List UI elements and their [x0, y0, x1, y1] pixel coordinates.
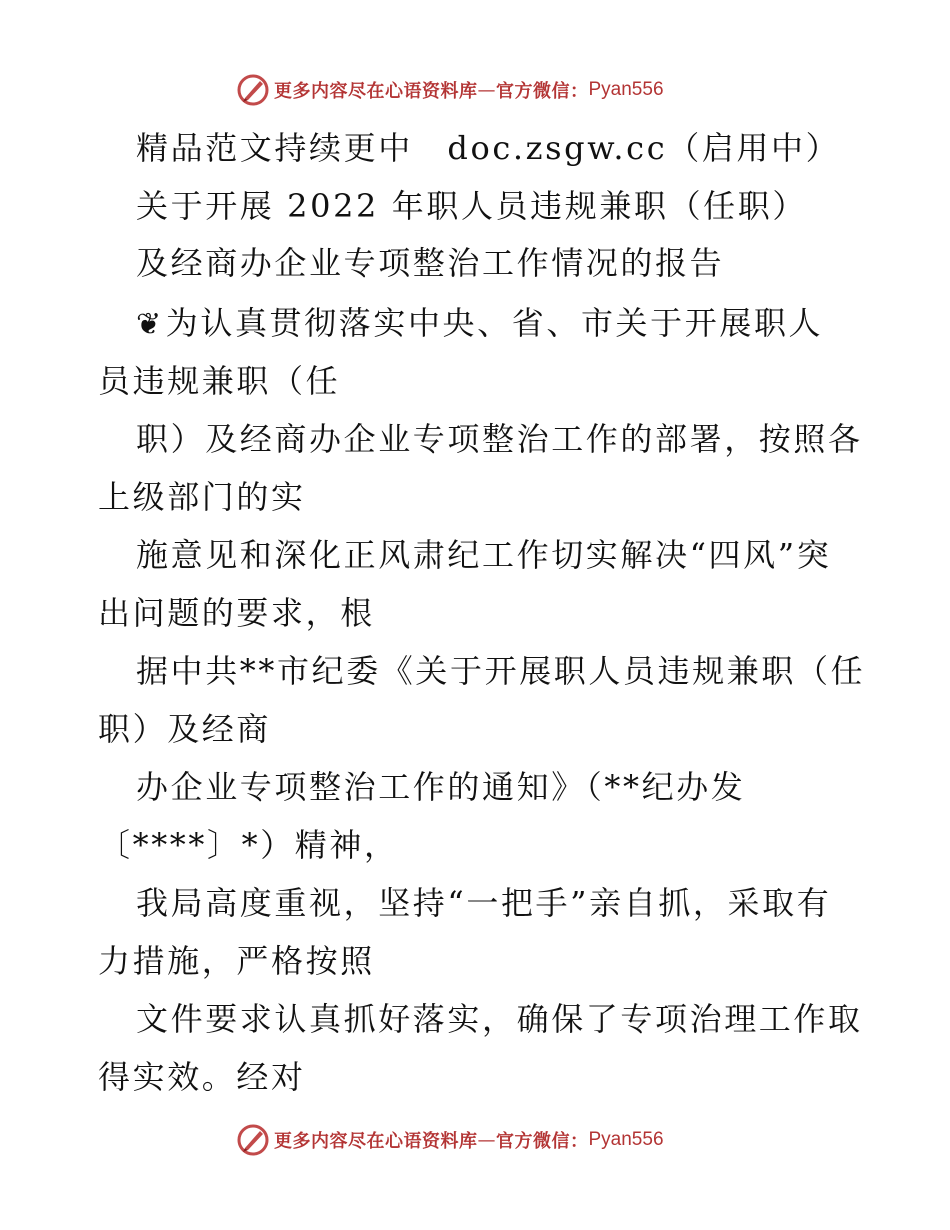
doc-line-4-text: 为认真贯彻落实中央、省、市关于开展职人 [165, 304, 824, 342]
header-banner [236, 72, 664, 108]
doc-line-4 [136, 303, 823, 345]
footer-banner [236, 1122, 664, 1158]
quill-logo-icon [236, 73, 270, 107]
banner-wechat-id: Pyan556 [588, 79, 664, 100]
doc-line-7: 上级部门的实 [98, 478, 306, 516]
doc-line-1: 精品范文持续更中 doc.zsgw.cc（启用中） [136, 129, 841, 167]
banner-brand-text: 更多内容尽在心语资料库 [274, 81, 478, 102]
doc-line-17: 得实效。经对 [98, 1058, 306, 1096]
banner-separator: — [477, 1129, 496, 1151]
doc-line-16: 文件要求认真抓好落实，确保了专项治理工作取 [136, 1000, 863, 1038]
doc-line-10: 据中共**市纪委《关于开展职人员违规兼职（任 [136, 652, 866, 690]
fleuron-icon: ❦ [136, 307, 164, 342]
doc-line-5: 员违规兼职（任 [98, 362, 341, 400]
doc-line-2: 关于开展 2022 年职人员违规兼职（任职） [136, 187, 807, 225]
doc-line-3: 及经商办企业专项整治工作情况的报告 [136, 244, 725, 282]
doc-line-14: 我局高度重视，坚持“一把手”亲自抓，采取有 [136, 884, 832, 922]
quill-logo-icon [236, 1123, 270, 1157]
doc-line-15: 力措施，严格按照 [98, 942, 375, 980]
banner-brand-text: 更多内容尽在心语资料库 [274, 1131, 478, 1152]
banner-separator: — [477, 79, 496, 101]
banner-wechat-label: 官方微信： [496, 1131, 589, 1152]
doc-line-9: 出问题的要求，根 [98, 594, 375, 632]
banner-wechat-id: Pyan556 [588, 1129, 664, 1150]
banner-wechat-label: 官方微信： [496, 81, 589, 102]
doc-line-12: 办企业专项整治工作的通知》（**纪办发 [136, 768, 746, 806]
doc-line-8: 施意见和深化正风肃纪工作切实解决“四风”突 [136, 536, 832, 574]
doc-line-6: 职）及经商办企业专项整治工作的部署，按照各 [136, 420, 863, 458]
doc-line-11: 职）及经商 [98, 710, 272, 748]
doc-line-13: 〔****〕*）精神， [98, 826, 399, 864]
